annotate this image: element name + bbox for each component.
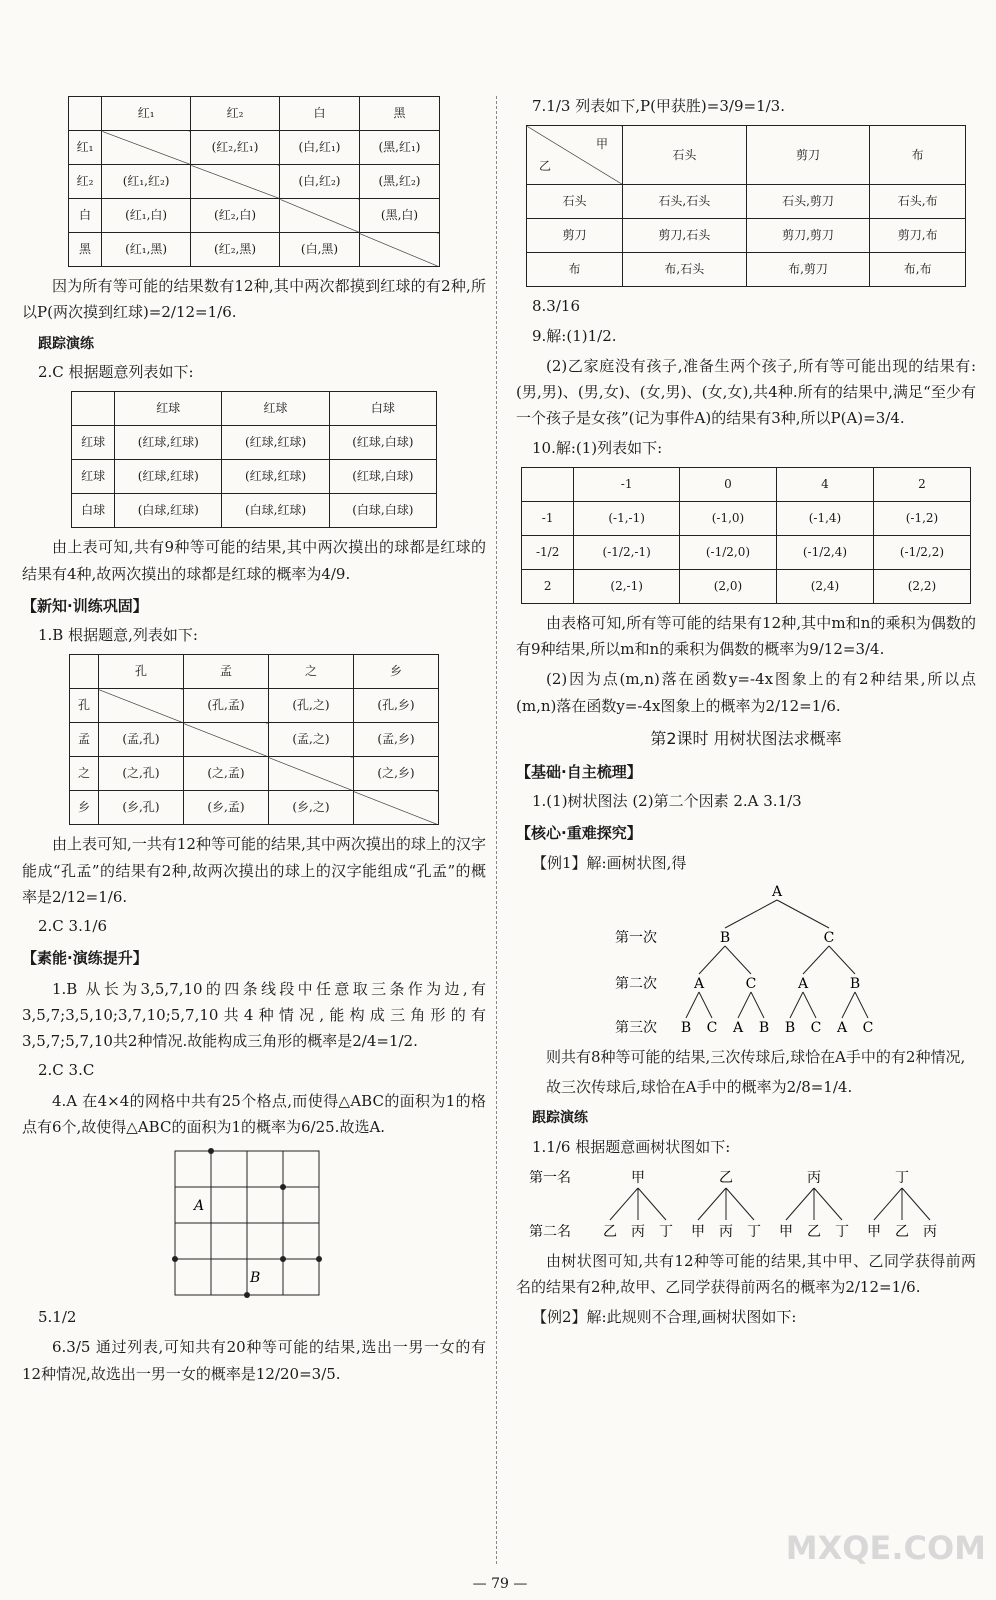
table-cell: (红₂,黑)	[191, 233, 280, 267]
table-cell: (-1/2,-1)	[574, 535, 680, 569]
tree-node: C	[745, 975, 757, 992]
tree-branch	[777, 900, 829, 928]
table-cell: (-1,0)	[679, 501, 776, 535]
paragraph: 则共有8种等可能的结果,三次传球后,球恰在A手中的有2种情况,	[546, 1047, 966, 1066]
tree-level-label: 第二名	[529, 1224, 571, 1240]
tree-node: C	[862, 1019, 874, 1036]
table-cell	[98, 689, 183, 723]
table-cell: 布,布	[870, 253, 966, 287]
corner-top-label: 甲	[595, 137, 608, 152]
table-row	[72, 426, 437, 460]
header-cell: 红₁	[102, 97, 191, 131]
table-cell	[268, 757, 353, 791]
tree-branch	[738, 992, 751, 1018]
tree-node: 丙	[719, 1224, 733, 1240]
table-cell: (黑,红₁)	[359, 131, 439, 165]
table-cell: 孟	[70, 723, 99, 757]
table-row	[522, 569, 971, 603]
tree-branch	[638, 1188, 666, 1220]
table-cell: (2,2)	[873, 569, 970, 603]
question-new-1: 1.B 根据题意,列表如下:	[38, 626, 198, 644]
page-number: — 79 —	[472, 1576, 528, 1592]
table-cell: (-1,2)	[873, 501, 970, 535]
tree-branch	[786, 1188, 814, 1220]
table-cell: 乡	[70, 791, 99, 825]
header-cell: 孟	[183, 655, 268, 689]
tree-node: A	[732, 1019, 744, 1036]
table-cell: (之,孔)	[98, 757, 183, 791]
table-cell: (白球,白球)	[329, 494, 436, 528]
table-cell: 白球	[72, 494, 115, 528]
question-ability-6: 6.3/5 通过列表,可知共有20种等可能的结果,选出一男一女的有12种情况,故选出一男一女的概率是12/20=3/5.	[22, 1338, 486, 1383]
table-cell: 布	[527, 253, 623, 287]
table-row	[70, 757, 439, 791]
table-cell: (孔,之)	[268, 689, 353, 723]
table-cell: 2	[522, 569, 574, 603]
tree-diagram-pass-ball	[596, 880, 896, 1040]
table-cell: (孟,之)	[268, 723, 353, 757]
table-cell: -1/2	[522, 535, 574, 569]
table-cell: (-1/2,0)	[679, 535, 776, 569]
tree-node: A	[771, 883, 783, 900]
header-cell: 孔	[98, 655, 183, 689]
header-cell: 红球	[115, 392, 222, 426]
table-cell: 石头,石头	[623, 185, 747, 219]
tree-branch	[751, 992, 764, 1018]
table-row	[70, 791, 439, 825]
tree-branch	[842, 992, 855, 1018]
table-row	[527, 185, 966, 219]
table-cell: (-1,-1)	[574, 501, 680, 535]
header-cell: 4	[776, 467, 873, 501]
table-cell: 红球	[72, 460, 115, 494]
table-cell: (白球,红球)	[222, 494, 329, 528]
paragraph: 故三次传球后,球恰在A手中的概率为2/8=1/4.	[546, 1078, 853, 1096]
table-cell: (红球,白球)	[329, 460, 436, 494]
tree-branch	[803, 946, 829, 974]
header-cell	[69, 97, 102, 131]
table-cell: 白	[69, 199, 102, 233]
tree-node: C	[823, 929, 835, 946]
tree-node: 乙	[603, 1224, 617, 1240]
table-cell: (孔,乡)	[353, 689, 438, 723]
tree-branch	[699, 946, 725, 974]
point-a-label: A	[194, 1198, 205, 1214]
table-cell	[353, 791, 438, 825]
table-cell: (红球,红球)	[115, 460, 222, 494]
question-7: 7.1/3 列表如下,P(甲获胜)=3/9=1/3.	[532, 97, 785, 115]
table-cell: (黑,白)	[359, 199, 439, 233]
header-cell: 乡	[353, 655, 438, 689]
table-cell: (红球,白球)	[329, 426, 436, 460]
table-rock-paper-scissors	[526, 125, 966, 287]
tree-node: 丁	[835, 1224, 849, 1240]
corner-cell	[527, 126, 623, 185]
table-row	[527, 219, 966, 253]
table-cell: (-1/2,4)	[776, 535, 873, 569]
table-red-white-black	[68, 96, 440, 267]
table-cell	[102, 131, 191, 165]
tree-node: 丙	[631, 1224, 645, 1240]
table-cell: (2,4)	[776, 569, 873, 603]
section-heading: 【基础·自主梳理】	[516, 762, 642, 781]
paragraph: 由上表可知,一共有12种等可能的结果,其中两次摸出的球上的汉字能成“孔孟”的结果有2种,故两次摸出的球上的汉字能组成“孔孟”的概率是2/12=1/6.	[22, 835, 486, 906]
tree-level-label: 第三次	[615, 1019, 657, 1036]
track-heading: 跟踪演练	[532, 1110, 588, 1127]
tree-node: C	[810, 1019, 822, 1036]
tree-node: 甲	[867, 1224, 881, 1240]
header-cell: 黑	[359, 97, 439, 131]
tree-level-label: 第二次	[615, 975, 657, 992]
table-cell: (孟,孔)	[98, 723, 183, 757]
tree-branch	[814, 1188, 842, 1220]
table-cell: 石头,剪刀	[746, 185, 870, 219]
tree-branch	[829, 946, 855, 974]
table-cell: 之	[70, 757, 99, 791]
tree-node: C	[706, 1019, 718, 1036]
table-row	[522, 535, 971, 569]
table-cell	[280, 199, 360, 233]
left-column	[22, 90, 486, 1389]
tree-branch	[855, 992, 868, 1018]
point-b-label: B	[250, 1270, 261, 1286]
tree-branch	[699, 992, 712, 1018]
table-cell: (孔,孟)	[183, 689, 268, 723]
header-cell: 布	[870, 126, 966, 185]
table-cell: 孔	[70, 689, 99, 723]
paragraph: 因为所有等可能的结果数有12种,其中两次都摸到红球的有2种,所以P(两次摸到红球)=2/12=1/6.	[22, 277, 486, 322]
tree-diagram-rankings	[526, 1164, 966, 1244]
table-cell: 石头	[527, 185, 623, 219]
table-cell: (红球,红球)	[222, 460, 329, 494]
tree-node: B	[758, 1019, 770, 1036]
table-cell: (乡,孟)	[183, 791, 268, 825]
table-row	[69, 199, 440, 233]
table-cell: 剪刀,剪刀	[746, 219, 870, 253]
table-cell: 红球	[72, 426, 115, 460]
tree-branch	[725, 900, 777, 928]
table-red-white-balls	[71, 391, 437, 528]
header-cell: -1	[574, 467, 680, 501]
basic-answers: 1.(1)树状图法 (2)第二个因素 2.A 3.1/3	[532, 792, 802, 810]
table-cell: (红球,红球)	[115, 426, 222, 460]
lattice-grid-figure	[172, 1148, 322, 1298]
example-2: 【例2】解:此规则不合理,画树状图如下:	[532, 1307, 797, 1326]
table-cell: 剪刀	[527, 219, 623, 253]
tree-branch	[790, 992, 803, 1018]
track-question-1: 1.1/6 根据题意画树状图如下:	[532, 1137, 731, 1156]
header-cell: 白	[280, 97, 360, 131]
table-cell: (黑,红₂)	[359, 165, 439, 199]
header-cell	[70, 655, 99, 689]
question-8: 8.3/16	[532, 297, 580, 316]
table-row	[522, 501, 971, 535]
question-ability-1: 1.B 从长为3,5,7,10的四条线段中任意取三条作为边,有3,5,7;3,5,10;3,7,10;5,7,10共4种情况,能构成三角形的有3,5,7;5,7,10共2种情况.故能构成三角形的概率是2/4=1/2.	[22, 979, 486, 1050]
header-cell: 白球	[329, 392, 436, 426]
table-cell: 黑	[69, 233, 102, 267]
table-row	[69, 131, 440, 165]
table-cell: (-1/2,2)	[873, 535, 970, 569]
header-cell	[72, 392, 115, 426]
paragraph: (2)因为点(m,n)落在函数y=-4x图象上的有2种结果,所以点(m,n)落在函数y=-4x图象上的概率为2/12=1/6.	[516, 670, 976, 715]
table-cell: (乡,之)	[268, 791, 353, 825]
answers: 2.C 3.C	[38, 1061, 95, 1080]
paragraph: (2)乙家庭没有孩子,准备生两个孩子,所有等可能出现的结果有:(男,男)、(男,女)、(女,男)、(女,女),共4种.所有的结果中,满足“至少有一个孩子是女孩”(记为事件A)的结果有3种,所以P(A)=3/4.	[516, 356, 976, 428]
table-cell: (白,红₁)	[280, 131, 360, 165]
table-cell: 红₂	[69, 165, 102, 199]
table-cell: (之,乡)	[353, 757, 438, 791]
question-ability-5: 5.1/2	[38, 1308, 77, 1326]
tree-node: 甲	[631, 1170, 645, 1186]
table-cell: 布,石头	[623, 253, 747, 287]
table-cell: (白球,红球)	[115, 494, 222, 528]
tree-node: A	[836, 1019, 848, 1036]
header-cell: 石头	[623, 126, 747, 185]
example-1: 【例1】解:画树状图,得	[532, 853, 687, 872]
table-kong-meng	[69, 654, 439, 825]
table-cell: (2,0)	[679, 569, 776, 603]
table-cell	[183, 723, 268, 757]
question-2: 2.C 根据题意列表如下:	[38, 363, 194, 381]
right-column	[516, 90, 976, 1333]
tree-branch	[610, 1188, 638, 1220]
tree-branch	[874, 1188, 902, 1220]
tree-branch	[803, 992, 816, 1018]
tree-node: 丁	[895, 1170, 909, 1186]
tree-node: 丁	[747, 1224, 761, 1240]
tree-branch	[902, 1188, 930, 1220]
table-mn-product	[521, 467, 971, 604]
tree-node: A	[693, 975, 705, 992]
paragraph: 由表格可知,所有等可能的结果有12种,其中m和n的乘积为偶数的有9种结果,所以m和n的乘积为偶数的概率为9/12=3/4.	[516, 613, 976, 658]
table-cell: 剪刀,石头	[623, 219, 747, 253]
tree-node: 甲	[779, 1224, 793, 1240]
header-cell: 剪刀	[746, 126, 870, 185]
tree-node: A	[797, 975, 809, 992]
table-cell	[191, 165, 280, 199]
question-9: 9.解:(1)1/2.	[532, 326, 617, 345]
tree-node: 甲	[691, 1224, 705, 1240]
section-heading: 【素能·演练提升】	[22, 949, 148, 968]
tree-node: 丁	[659, 1224, 673, 1240]
answers: 2.C 3.1/6	[38, 917, 108, 935]
tree-node: B	[849, 975, 861, 992]
tree-branch	[686, 992, 699, 1018]
table-cell: 石头,布	[870, 185, 966, 219]
table-cell: (白,红₂)	[280, 165, 360, 199]
tree-level-label: 第一名	[529, 1170, 571, 1186]
table-cell: (乡,孔)	[98, 791, 183, 825]
table-cell: (红₁,黑)	[102, 233, 191, 267]
tree-branch	[726, 1188, 754, 1220]
table-cell: (红球,红球)	[222, 426, 329, 460]
tree-node: B	[719, 929, 731, 946]
table-row	[72, 460, 437, 494]
table-cell: (孟,乡)	[353, 723, 438, 757]
tree-node: 丙	[923, 1224, 937, 1240]
tree-node: B	[680, 1019, 692, 1036]
tree-node: B	[784, 1019, 796, 1036]
table-cell: (之,孟)	[183, 757, 268, 791]
question-ability-4: 4.A 在4×4的网格中共有25个格点,而使得△ABC的面积为1的格点有6个,故使得△ABC的面积为1的概率为6/25.故选A.	[22, 1091, 486, 1136]
lesson-title: 第2课时 用树状图法求概率	[650, 728, 842, 748]
table-cell: (红₁,白)	[102, 199, 191, 233]
table-row	[69, 233, 440, 267]
watermark: MXQE.COM	[785, 1529, 986, 1567]
tree-node: 丙	[807, 1170, 821, 1186]
table-cell: (2,-1)	[574, 569, 680, 603]
paragraph: 由树状图可知,共有12种等可能的结果,其中甲、乙同学获得前两名的结果有2种,故甲、乙同学获得前两名的概率为2/12=1/6.	[516, 1252, 976, 1297]
tree-node: 乙	[895, 1224, 909, 1240]
table-row	[72, 494, 437, 528]
table-cell: 红₁	[69, 131, 102, 165]
table-cell: (红₁,红₂)	[102, 165, 191, 199]
table-cell	[359, 233, 439, 267]
table-row	[70, 689, 439, 723]
table-cell: (-1,4)	[776, 501, 873, 535]
tree-node: 乙	[807, 1224, 821, 1240]
tree-branch	[698, 1188, 726, 1220]
paragraph: 由上表可知,共有9种等可能的结果,其中两次摸出的球都是红球的结果有4种,故两次摸出的球都是红球的概率为4/9.	[22, 538, 486, 583]
table-cell: (红₂,红₁)	[191, 131, 280, 165]
tree-node: 乙	[719, 1170, 733, 1186]
section-heading: 【核心·重难探究】	[516, 824, 642, 843]
table-row	[70, 723, 439, 757]
section-heading: 【新知·训练巩固】	[22, 596, 148, 615]
tree-level-label: 第一次	[615, 929, 657, 946]
table-row	[69, 165, 440, 199]
table-cell: (红₂,白)	[191, 199, 280, 233]
header-cell: 0	[679, 467, 776, 501]
column-divider	[496, 96, 497, 1564]
corner-bottom-label: 乙	[539, 159, 552, 174]
table-cell: 剪刀,布	[870, 219, 966, 253]
table-row	[527, 253, 966, 287]
table-cell: 布,剪刀	[746, 253, 870, 287]
header-cell: 红球	[222, 392, 329, 426]
track-heading: 跟踪演练	[38, 335, 94, 352]
header-cell	[522, 467, 574, 501]
header-cell: 2	[873, 467, 970, 501]
table-cell: (白,黑)	[280, 233, 360, 267]
question-10: 10.解:(1)列表如下:	[532, 438, 663, 457]
tree-branch	[725, 946, 751, 974]
table-cell: -1	[522, 501, 574, 535]
header-cell: 之	[268, 655, 353, 689]
header-cell: 红₂	[191, 97, 280, 131]
